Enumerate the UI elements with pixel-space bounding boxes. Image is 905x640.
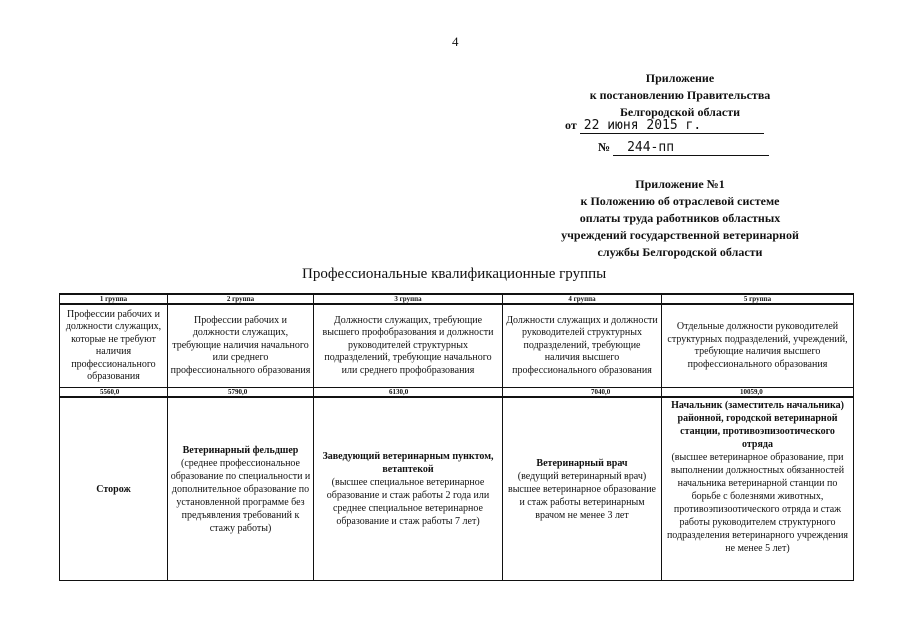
group-position-cell — [503, 397, 662, 581]
group-salary: 5560,0 — [60, 388, 168, 398]
group-salary: 7040,0 — [503, 388, 662, 398]
group-position-cell — [168, 397, 314, 581]
table-header-row — [60, 294, 854, 304]
group-description: Профессии рабочих и должности служащих, которые не требуют наличия профессионального образования — [60, 304, 168, 388]
group-position-cell — [60, 397, 168, 581]
date-value: 22 июня 2015 г. — [580, 118, 764, 134]
appendix2-line: службы Белгородской области — [597, 245, 763, 259]
group-salary: 5790,0 — [168, 388, 314, 398]
position-requirements: (высшее ветеринарное образование, при выполнении должностных обязанностей начальника ветеринарной станции по борьбе с болезнями животных, противоэпизоотического отряда и стаж работы руководителем структурного подразделения ветеринарного учреждения не менее 5 лет) — [666, 452, 849, 554]
number-prefix: № — [598, 140, 611, 154]
group-description: Должности служащих и должности руководителей структурных подразделений, требующие наличия высшего профессионального образования — [503, 304, 662, 388]
group-header: 4 группа — [503, 294, 662, 304]
table-title: Профессиональные квалификационные группы — [302, 266, 607, 282]
group-description: Профессии рабочих и должности служащих, требующие наличия начального или среднего профессионального образования — [168, 304, 314, 388]
appendix2-title: Приложение №1 — [635, 177, 725, 191]
appendix-title: Приложение — [645, 71, 715, 85]
group-header: 3 группа — [314, 294, 503, 304]
group-position-cell — [662, 397, 854, 581]
group-position-row — [60, 397, 854, 581]
group-description: Должности служащих, требующие высшего профобразования и должности руководителей структурных подразделений, требующие начального или среднего профобразования — [314, 304, 503, 388]
position-requirements: (высшее специальное ветеринарное образование и стаж работы 2 года или среднее специальное ветеринарное образование и стаж работы 7 лет) — [326, 477, 490, 527]
appendix-header — [560, 70, 800, 121]
group-description-row — [60, 304, 854, 388]
date-prefix: от — [565, 118, 577, 132]
position-title: Ветеринарный фельдшер — [182, 444, 299, 456]
position-requirements: (ведущий ветеринарный врач) высшее ветеринарное образование и стаж работы ветеринарным врачом не менее 3 лет — [507, 470, 656, 521]
qualification-groups-table — [59, 293, 854, 581]
group-header: 5 группа — [662, 294, 854, 304]
decree-date — [565, 118, 764, 134]
group-description: Отдельные должности руководителей структурных подразделений, учреждений, требующие наличия высшего профессионального образования — [662, 304, 854, 388]
group-salary: 10059,0 — [662, 388, 854, 398]
appendix-line: к постановлению Правительства — [589, 88, 771, 102]
number-value: 244-пп — [613, 140, 769, 156]
group-header: 1 группа — [60, 294, 168, 304]
group-header: 2 группа — [168, 294, 314, 304]
group-salary-row — [60, 388, 854, 398]
appendix2-line: оплаты труда работников областных — [579, 211, 781, 225]
appendix-line: Белгородской области — [619, 105, 741, 119]
appendix2-line: к Положению об отраслевой системе — [580, 194, 780, 208]
position-title: Начальник (заместитель начальника) районной, городской ветеринарной станции, противоэпизоотического отряда — [671, 400, 844, 450]
position-requirements: (среднее профессиональное образование по специальности и дополнительное образование по установленной программе без предъявления требований к стажу работы) — [170, 457, 311, 534]
position-title: Ветеринарный врач — [536, 457, 628, 469]
appendix2-header — [540, 176, 820, 261]
position-title: Сторож — [96, 483, 131, 495]
group-position-cell — [314, 397, 503, 581]
appendix2-line: учреждений государственной ветеринарной — [561, 228, 799, 242]
group-salary: 6130,0 — [314, 388, 503, 398]
decree-number — [598, 140, 769, 156]
page-number: 4 — [452, 34, 459, 49]
position-title: Заведующий ветеринарным пунктом, ветаптекой — [322, 451, 494, 475]
